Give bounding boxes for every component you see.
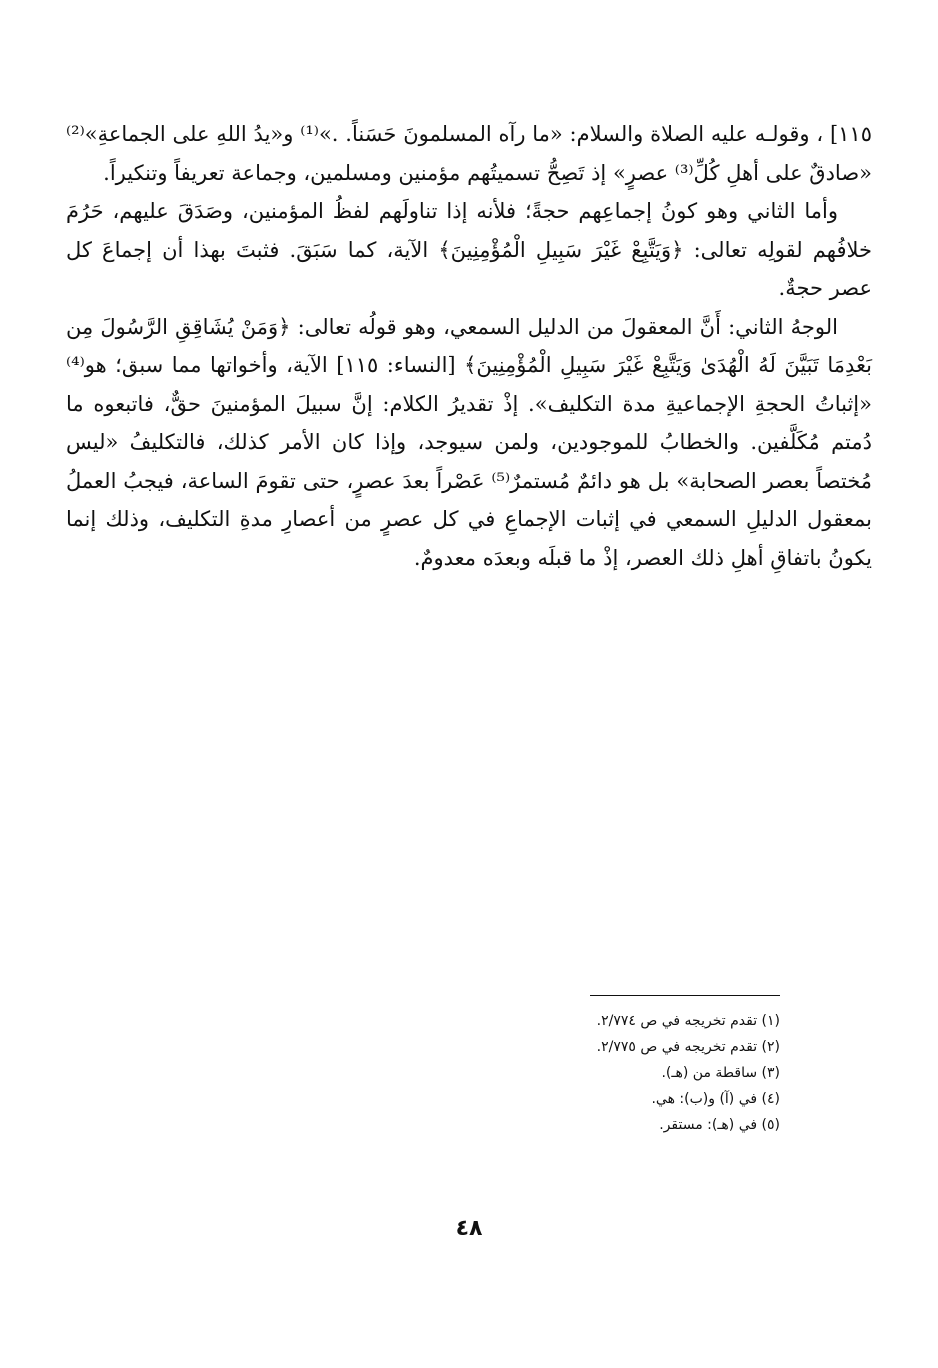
main-text: [66, 115, 872, 577]
footnote-5: (٥) في (هـ): مستقر.: [659, 1117, 780, 1133]
paragraph-3: الوجهُ الثاني: أَنَّ المعقولَ من الدليل السمعي، وهو قولُه تعالى: ﴿وَمَنْ يُشَاقِقِ الرَّسُولَ مِن بَعْدِمَا تَبَيَّنَ لَهُ الْهُدَىٰ وَيَتَّبِعْ غَيْرَ سَبِيلِ الْمُؤْمِنِينَ﴾ [النساء: ١١٥] الآية، وأخواتها مما سبق؛ هو⁽⁴⁾ «إثباتُ الحجةِ الإجماعيةِ مدة التكليف». إذْ تقديرُ الكلام: إنَّ سبيلَ المؤمنينَ حقٌّ، فاتبعوه ما دُمتم مُكَلَّفين. والخطابُ للموجودين، ولمن سيوجد، وإذا كان الأمر كذلك، فالتكليفُ «ليس مُختصاً بعصر الصحابة» بل هو دائمٌ مُستمرٌ⁽⁵⁾ عَصْراً بعدَ عصرٍ، حتى تقومَ الساعة، فيجبُ العملُ بمعقول الدليلِ السمعي في إثبات الإجماعِ في كل عصرٍ من أعصارِ مدةِ التكليف، وذلك إنما يكونُ باتفاقِ أهلِ ذلك العصر، إذْ ما قبلَه وبعدَه معدومٌ.: [66, 314, 873, 570]
footnote-2: (٢) تقدم تخريجه في ص ٢/٧٧٥.: [596, 1039, 780, 1055]
paragraph-1: ١١٥] ، وقولـه عليه الصلاة والسلام: «ما رآه المسلمونَ حَسَناً. .»⁽¹⁾ و«يدُ اللهِ على الجماعةِ»⁽²⁾ «صادقٌ على أهلِ كُلِّ⁽³⁾ عصرٍ» إذ تَصِحُّ تسميتُهم مؤمنين ومسلمين، وجماعة تعريفاً وتنكيراً.: [66, 122, 872, 185]
paragraph-2: وأما الثاني وهو كونُ إجماعِهم حجةً؛ فلأنه إذا تناولَهم لفظُ المؤمنين، وصَدَقَ عليهم، حَرُمَ خلافُهم لقولِه تعالى: ﴿وَيَتَّبِعْ غَيْرَ سَبِيلِ الْمُؤْمِنِينَ﴾ الآية، كما سَبَقَ. فثبتَ بهذا أن إجماعَ كل عصر حجةٌ.: [66, 199, 872, 300]
footnote-4: (٤) في (آ) و(ب): هي.: [651, 1091, 780, 1107]
page-number: ٤٨: [455, 1216, 483, 1241]
footnote-separator: [590, 995, 780, 996]
footnote-3: (٣) ساقطة من (هـ).: [661, 1065, 780, 1081]
footnote-1: (١) تقدم تخريجه في ص ٢/٧٧٤.: [596, 1013, 780, 1029]
footnotes: [360, 1008, 780, 1138]
